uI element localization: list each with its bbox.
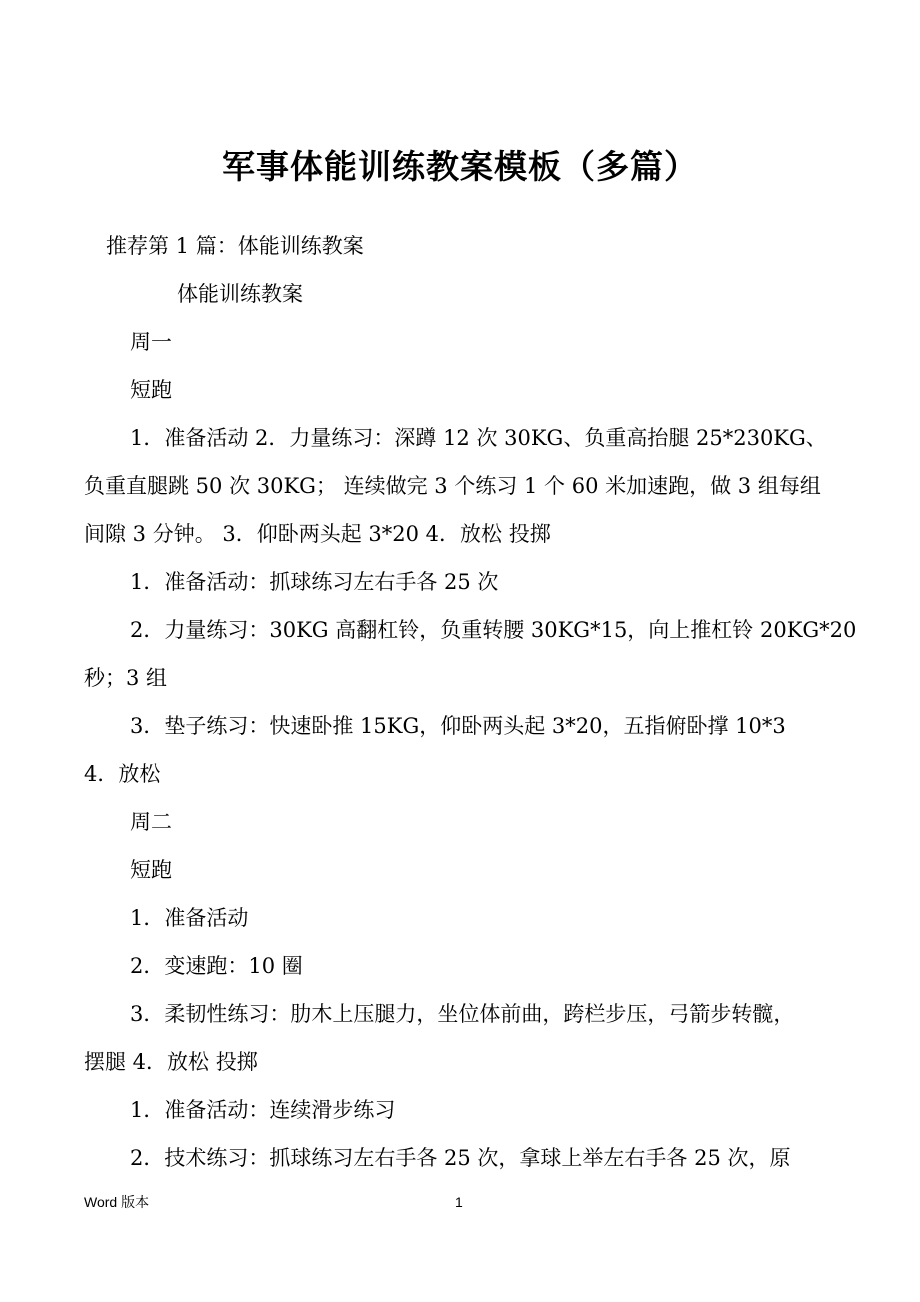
section-title: 体能训练教案 [177,282,303,306]
text-line: 3．柔韧性练习：肋木上压腿力，坐位体前曲，跨栏步压，弓箭步转髋， [130,1002,795,1026]
page-title: 军事体能训练教案模板（多篇） [222,147,698,186]
text-line: 摆腿 4．放松 投掷 [84,1050,258,1074]
page-number: 1 [455,1194,463,1210]
text-line: 负重直腿跳 50 次 30KG； 连续做完 3 个练习 1 个 60 米加速跑，做 3 组每组 [84,474,821,498]
text-line: 秒；3 组 [84,666,168,690]
text-line: 1．准备活动：抓球练习左右手各 25 次 [130,570,499,594]
footer-label: Word 版本 [84,1194,150,1210]
text-line: 3．垫子练习：快速卧推 15KG，仰卧两头起 3*20，五指俯卧撑 10*3 [130,714,786,738]
text-line: 1．准备活动：连续滑步练习 [130,1098,396,1122]
day-heading-monday: 周一 [130,330,172,354]
text-line: 2．技术练习：抓球练习左右手各 25 次，拿球上举左右手各 25 次，原 [130,1146,791,1170]
sprint-heading-monday: 短跑 [130,378,172,402]
text-line: 间隙 3 分钟。 3．仰卧两头起 3*20 4．放松 投掷 [84,522,551,546]
recommend-heading: 推荐第 1 篇：体能训练教案 [106,234,364,258]
text-line: 1．准备活动 [130,906,249,930]
text-line: 2．力量练习：30KG 高翻杠铃，负重转腰 30KG*15，向上推杠铃 20KG*20 [130,618,857,642]
sprint-heading-tuesday: 短跑 [130,858,172,882]
text-line: 2．变速跑：10 圈 [130,954,303,978]
text-line: 1．准备活动 2．力量练习：深蹲 12 次 30KG、负重高抬腿 25*230KG、 [130,426,827,450]
day-heading-tuesday: 周二 [130,810,172,834]
text-line: 4．放松 [84,762,161,786]
